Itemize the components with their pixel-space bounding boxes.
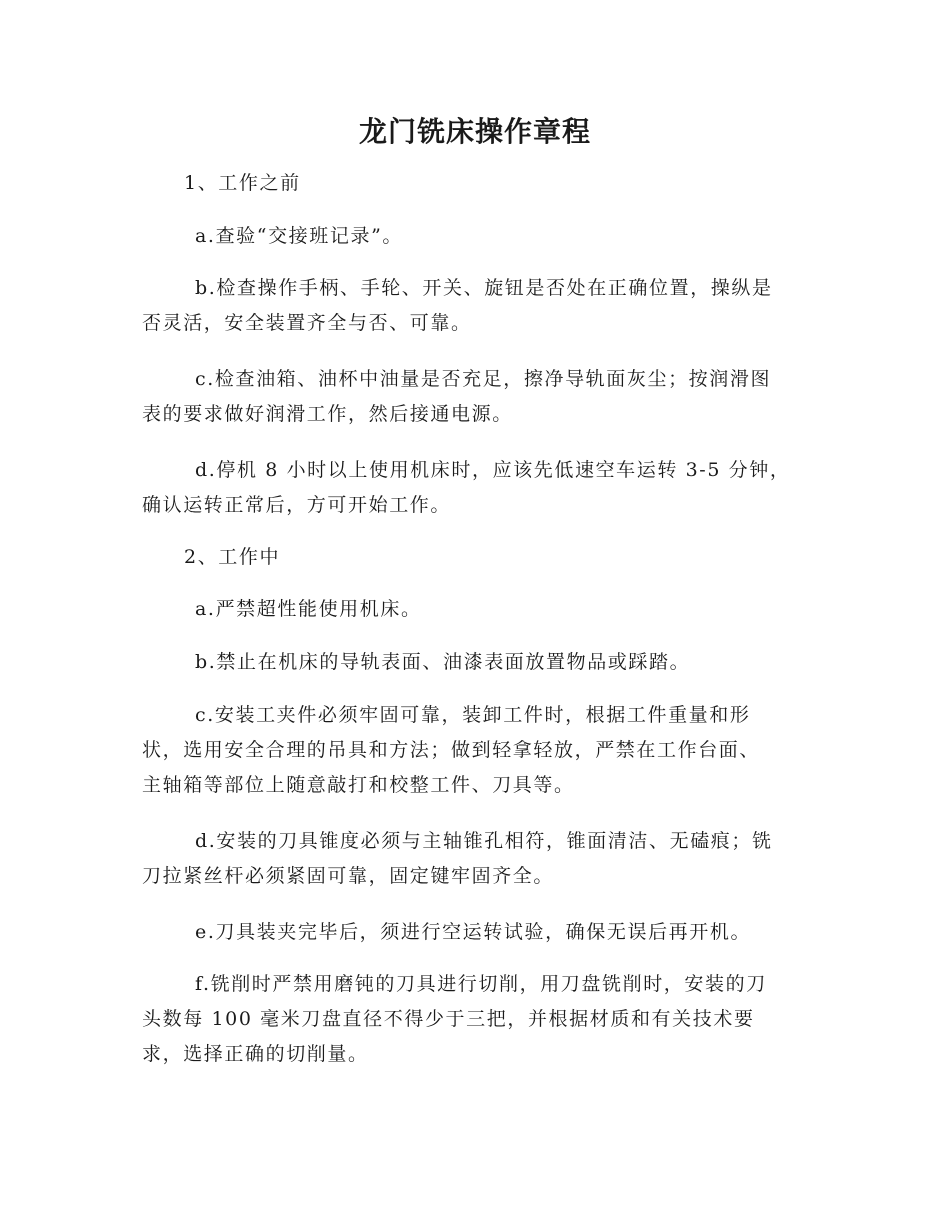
paragraph-line: 头数每 100 毫米刀盘直径不得少于三把，并根据材质和有关技术要 (142, 1008, 755, 1030)
paragraph-2c (142, 698, 810, 803)
paragraph-line: 求，选择正确的切削量。 (142, 1043, 369, 1065)
paragraph-line: d.安装的刀具锥度必须与主轴锥孔相符，锥面清洁、无磕痕；铣 (195, 830, 773, 852)
paragraph-1a (142, 219, 810, 254)
paragraph-line: e.刀具装夹完毕后，须进行空运转试验，确保无误后再开机。 (195, 921, 752, 943)
paragraph-line: d.停机 8 小时以上使用机床时，应该先低速空车运转 3-5 分钟， (195, 459, 791, 481)
paragraph-line: a.查验“交接班记录”。 (195, 225, 403, 247)
paragraph-line: b.禁止在机床的导轨表面、油漆表面放置物品或踩踏。 (195, 651, 691, 673)
paragraph-2e (142, 915, 810, 950)
paragraph-1d (142, 453, 810, 523)
paragraph-line: f.铣削时严禁用磨钝的刀具进行切削，用刀盘铣削时，安装的刀 (195, 973, 767, 995)
paragraph-line: 确认运转正常后，方可开始工作。 (142, 494, 452, 516)
paragraph-line: b.检查操作手柄、手轮、开关、旋钮是否处在正确位置，操纵是 (195, 277, 773, 299)
paragraph-1b (142, 271, 810, 341)
paragraph-line: a.严禁超性能使用机床。 (195, 598, 422, 620)
paragraph-line: 表的要求做好润滑工作，然后接通电源。 (142, 403, 513, 425)
paragraph-2b (142, 645, 810, 680)
paragraph-2f (142, 967, 810, 1072)
paragraph-line: c.检查油箱、油杯中油量是否充足，擦净导轨面灰尘；按润滑图 (195, 368, 772, 390)
section-heading-2: 2、工作中 (184, 546, 281, 568)
paragraph-line: 状，选用安全合理的吊具和方法；做到轻拿轻放，严禁在工作台面、 (142, 739, 761, 761)
document-title: 龙门铣床操作章程 (358, 115, 591, 148)
paragraph-line: c.安装工夹件必须牢固可靠，装卸工件时，根据工件重量和形 (195, 704, 751, 726)
paragraph-line: 刀拉紧丝杆必须紧固可靠，固定键牢固齐全。 (142, 865, 555, 887)
paragraph-2d (142, 824, 810, 894)
paragraph-line: 否灵活，安全装置齐全与否、可靠。 (142, 312, 472, 334)
paragraph-line: 主轴箱等部位上随意敲打和校整工件、刀具等。 (142, 774, 575, 796)
section-heading-1: 1、工作之前 (184, 172, 301, 194)
paragraph-1c (142, 362, 810, 432)
paragraph-2a (142, 592, 810, 627)
